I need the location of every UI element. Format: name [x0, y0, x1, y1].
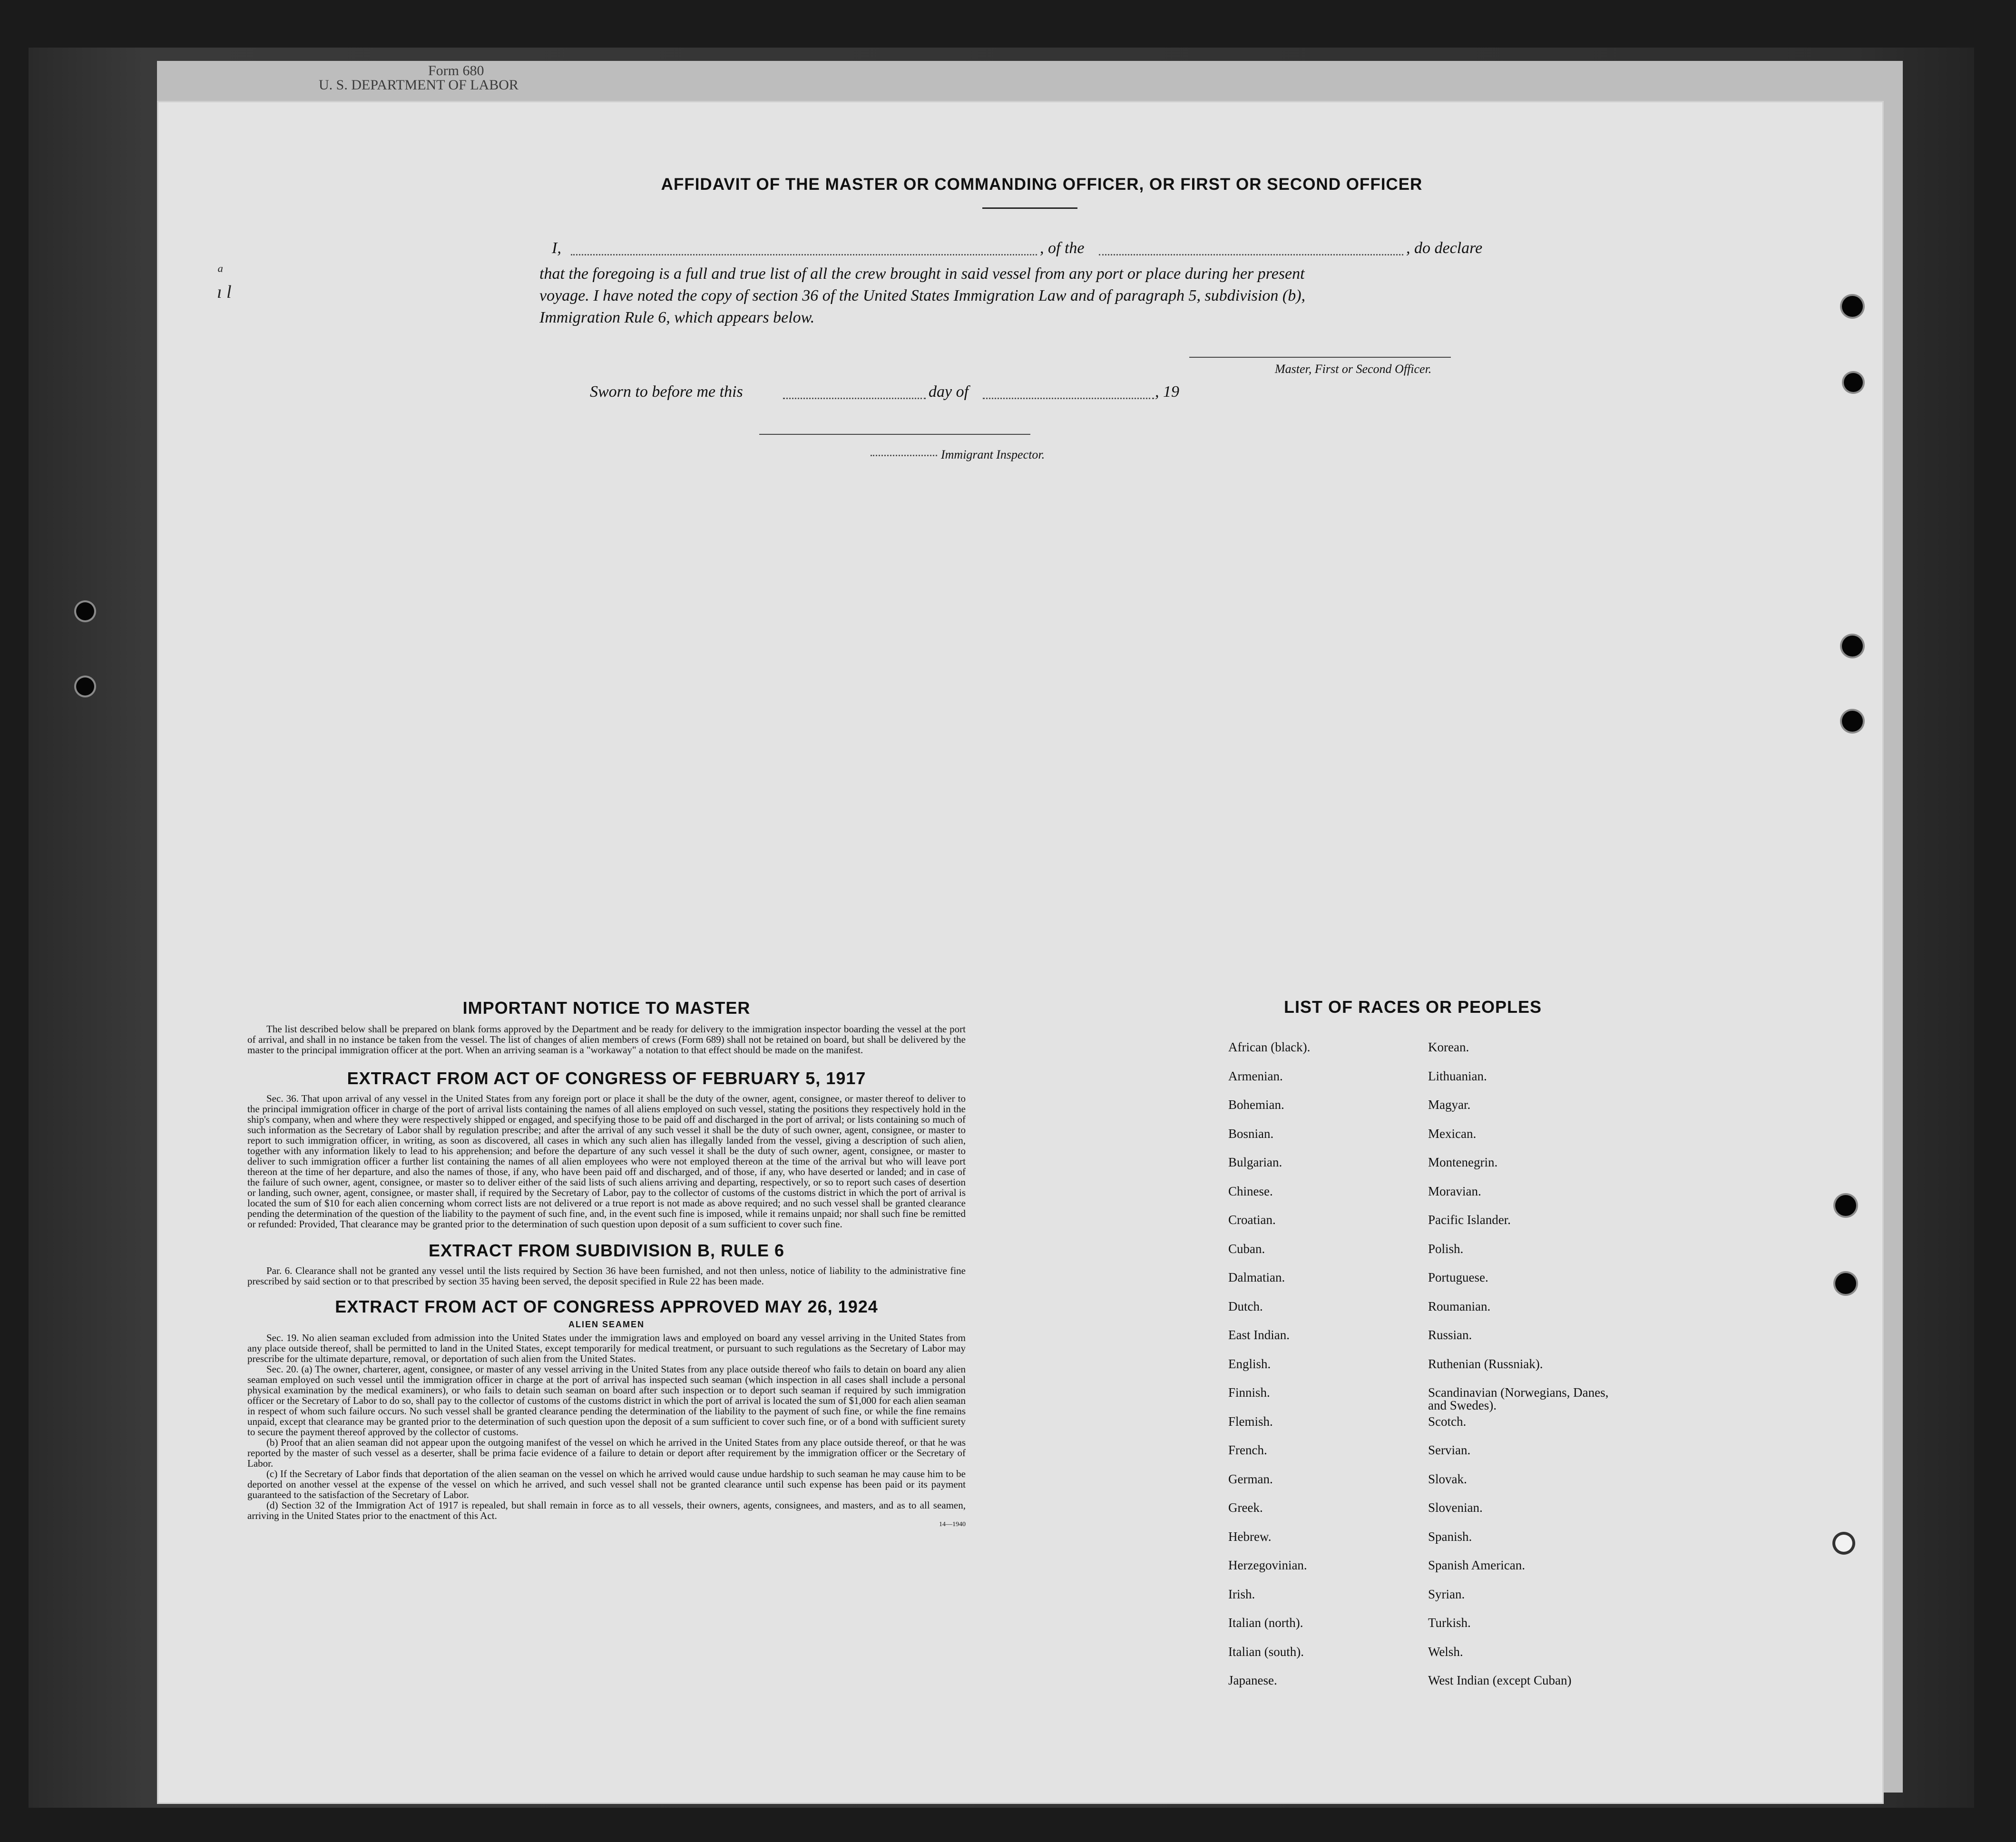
notice-body: The list described below shall be prepared on blank forms approved by the Department and be ready for delivery to the immigration inspector boarding the vessel at the port of arrival, and shall in no instance be taken from the vessel. The list of changes of alien members of crews (Form 689) shall not be retained on board, but shall be delivered by the master to the principal immigration officer at the port. When an arriving seaman is a "workaway" a notation to that effect should be made on the manifest. [247, 1023, 966, 1056]
race-item: Irish. [1228, 1587, 1255, 1601]
race-item: Korean. [1428, 1040, 1469, 1054]
race-item: West Indian (except Cuban) [1428, 1673, 1572, 1687]
affidavit-title: AFFIDAVIT OF THE MASTER OR COMMANDING OFFICER, OR FIRST OR SECOND OFFICER [661, 175, 1423, 194]
binder-hole-icon [1842, 296, 1863, 317]
race-item: Bulgarian. [1228, 1155, 1282, 1169]
alien-seamen-subtitle: ALIEN SEAMEN [568, 1320, 645, 1329]
affidavit-pronoun: I, [552, 239, 561, 257]
binder-hole-icon [76, 677, 94, 696]
race-item: Flemish. [1228, 1414, 1273, 1429]
inspector-dotted-line [871, 455, 937, 456]
extract-1924-sec20a: Sec. 20. (a) The owner, charterer, agent, consignee, or master of any vessel arriving in the United States from any place outside thereof who fails to detain on board any alien seaman employed on such vessel until the immigration officer in charge at the port of arrival has inspected such seaman (which inspection in all cases shall include a personal physical examination by the medical examiners), or who fails to detain such seaman on board after such inspection or to deport such seaman if required by such immigration officer or the Secretary of Labor to do so, shall pay to the collector of customs of the customs district in which the port of arrival is located the sum of $1,000 for each alien seaman in respect of whom such failure occurs. No such vessel shall be granted clearance pending the determination of the liability to the payment of such fine, or while the fine remains unpaid, except that clearance may be granted prior to the determination of such question upon the deposit of a sum sufficient to cover such fine, or of a bond with sufficient surety to secure the payment thereof approved by the collector of customs. [247, 1363, 966, 1438]
extract-1924-sec20b: (b) Proof that an alien seaman did not appear upon the outgoing manifest of the vessel on which he arrived in the United States from any place outside thereof, or that he was reported by the master of such vessel as a deserter, shall be prima facie evidence of a failure to detain or deport after requirement by the immigration officer or the Secretary of Labor. [247, 1437, 966, 1469]
race-item: Pacific Islander. [1428, 1213, 1511, 1227]
race-item: Finnish. [1228, 1385, 1270, 1400]
race-item: Turkish. [1428, 1616, 1471, 1630]
name-blank-field[interactable] [571, 254, 1037, 255]
race-item: Syrian. [1428, 1587, 1465, 1601]
race-item: Herzegovinian. [1228, 1558, 1307, 1572]
race-item: Servian. [1428, 1443, 1471, 1457]
extract-1917-body: Sec. 36. That upon arrival of any vessel in the United States from any foreign port or place it shall be the duty of the owner, agent, consignee, or master thereof to deliver to the principal immigration officer in charge of the port of arrival lists containing the names of all aliens employed on such vessel, stating the positions they respectively hold in the ship's company, when and where they were respectively shipped or engaged, and specifying those to be paid off and discharged in the port of arrival; or lists containing so much of such information as the Secretary of Labor shall by regulation prescribe; and after the arrival of any such vessel it shall be the duty of such owner, agent, consignee, or master to report to such immigration officer, in writing, as soon as discovered, all cases in which any such alien has illegally landed from the vessel, giving a description of such alien, together with any information likely to lead to his apprehension; and before the departure of any such vessel it shall be the duty of such owner, agent, consignee, or master to deliver to such immigration officer a further list containing the names of all alien employees who were not employed thereon at the time of the arrival but who will leave port thereon at the time of her departure, and also the names of those, if any, who have been paid off and discharged, and of those, if any, who have deserted or landed; and in case of the failure of such owner, agent, consignee, or master so to deliver either of the said lists of such aliens arriving and departing, respectively, or so to report such cases of desertion or landing, such owner, agent, consignee, or master shall, if required by the Secretary of Labor, pay to the collector of customs of the customs district in which the port of arrival is located the sum of $10 for each alien concerning whom correct lists are not delivered or a true report is not made as above required; and no such vessel shall be granted clearance pending the determination of the question of the liability to the payment of such fine, and, in the event such fine is imposed, while it remains unpaid; nor shall such fine be remitted or refunded: Provided, That clearance may be granted prior to the determination of such question upon deposit of a sum sufficient to cover such fine. [247, 1093, 966, 1230]
vessel-blank-field[interactable] [1099, 254, 1403, 255]
sworn-year: , 19 [1155, 383, 1179, 401]
race-item: Spanish American. [1428, 1558, 1525, 1572]
binder-hole-icon [1835, 1273, 1856, 1294]
notice-column [247, 998, 966, 1528]
race-item: Hebrew. [1228, 1529, 1272, 1544]
extract-1924-title: EXTRACT FROM ACT OF CONGRESS APPROVED MAY 26, 1924 [335, 1297, 878, 1316]
binder-hole-icon [1835, 1195, 1856, 1216]
affidavit-line-2: that the foregoing is a full and true list of all the crew brought in said vessel from any port or place during her present [539, 265, 1305, 283]
race-item: Magyar. [1428, 1097, 1471, 1112]
signature-label: Master, First or Second Officer. [1275, 362, 1432, 376]
extract-rule6-body: Par. 6. Clearance shall not be granted any vessel until the lists required by Section 36 have been furnished, and not then unless, notice of liability to the administrative fine prescribed by said section or to that prescribed by section 35 having been served, the deposit specified in Rule 22 has been made. [247, 1265, 966, 1287]
race-item: Chinese. [1228, 1184, 1273, 1198]
race-item: French. [1228, 1443, 1267, 1457]
race-item: Cuban. [1228, 1241, 1265, 1256]
affidavit-line-4: Immigration Rule 6, which appears below. [539, 309, 815, 326]
race-item: African (black). [1228, 1040, 1311, 1054]
race-item: Slovak. [1428, 1471, 1467, 1486]
extract-1924-sec20d: (d) Section 32 of the Immigration Act of 1917 is repealed, but shall remain in force as to all vessels, their owners, agents, consignees, and masters, and as to all seamen, arriving in the United States prior to the enactment of this Act. [247, 1499, 966, 1521]
race-item: Armenian. [1228, 1068, 1283, 1083]
race-item: Scandinavian (Norwegians, Danes, and Swedes). [1428, 1385, 1609, 1412]
race-item: Welsh. [1428, 1644, 1463, 1659]
race-item: Bosnian. [1228, 1126, 1274, 1141]
race-item: Lithuanian. [1428, 1068, 1487, 1083]
title-rule [982, 207, 1077, 209]
race-item: Polish. [1428, 1241, 1464, 1256]
race-item: Bohemian. [1228, 1097, 1284, 1112]
day-blank-field[interactable] [783, 398, 926, 399]
race-item: Spanish. [1428, 1529, 1472, 1544]
race-item: Croatian. [1228, 1213, 1276, 1227]
race-item: Dalmatian. [1228, 1270, 1285, 1284]
extract-1924-sec20c: (c) If the Secretary of Labor finds that deportation of the alien seaman on the vessel on which he arrived would cause undue hardship to such seaman he may cause him to be deported on another vessel at the expense of the vessel on which he arrived, and such vessel shall not be granted clearance until such expense has been paid or its payment guaranteed to the satisfaction of the Secretary of Labor. [247, 1468, 966, 1500]
race-item: Scotch. [1428, 1414, 1467, 1429]
month-blank-field[interactable] [983, 398, 1154, 399]
race-item: Ruthenian (Russniak). [1428, 1356, 1543, 1371]
races-title: LIST OF RACES OR PEOPLES [1283, 997, 1542, 1017]
races-left-column [1228, 1041, 1409, 1703]
race-item: Portuguese. [1428, 1270, 1488, 1284]
affidavit-do-declare: , do declare [1406, 239, 1483, 257]
extract-1924-sec19: Sec. 19. No alien seaman excluded from admission into the United States under the immigration laws and employed on board any vessel arriving in the United States from any place outside thereof, shall be permitted to land in the United States, except temporarily for medical treatment, or pursuant to such regulations as the Secretary of Labor may prescribe for the ultimate departure, removal, or deportation of such alien from the United States. [247, 1332, 966, 1364]
affidavit-of-the: , of the [1040, 239, 1085, 257]
race-item: Mexican. [1428, 1126, 1477, 1141]
race-item: Italian (south). [1228, 1644, 1304, 1659]
race-item: Greek. [1228, 1500, 1263, 1515]
sworn-prefix: Sworn to before me this [590, 383, 743, 401]
binder-hole-icon [1842, 636, 1863, 656]
binder-hole-icon [1844, 373, 1863, 392]
race-item: Montenegrin. [1428, 1155, 1498, 1169]
inspector-signature-line[interactable] [759, 434, 1030, 435]
binder-hole-icon [1842, 711, 1863, 732]
race-item: Italian (north). [1228, 1616, 1303, 1630]
race-item: Slovenian. [1428, 1500, 1483, 1515]
extract-rule6-title: EXTRACT FROM SUBDIVISION B, RULE 6 [428, 1241, 785, 1260]
handwritten-mark: ᵃ ı l [217, 261, 232, 302]
race-item: German. [1228, 1471, 1273, 1486]
extract-1917-title: EXTRACT FROM ACT OF CONGRESS OF FEBRUARY 5, 1917 [347, 1068, 866, 1088]
race-item: Roumanian. [1428, 1299, 1491, 1313]
notice-title: IMPORTANT NOTICE TO MASTER [462, 998, 751, 1018]
sworn-day-of: day of [929, 383, 969, 401]
race-item: Russian. [1428, 1328, 1472, 1342]
form-code: 14—1940 [939, 1521, 966, 1528]
race-item: Japanese. [1228, 1673, 1277, 1687]
race-item: Moravian. [1428, 1184, 1481, 1198]
inspector-label: Immigrant Inspector. [941, 448, 1045, 461]
affidavit-line-3: voyage. I have noted the copy of section 36 of the United States Immigration Law and of paragraph 5, subdivision (b), [539, 287, 1306, 304]
form-number: Form 680 U. S. DEPARTMENT OF LABOR [319, 63, 519, 93]
race-item: Dutch. [1228, 1299, 1263, 1313]
races-right-column [1428, 1041, 1637, 1703]
race-item: English. [1228, 1356, 1271, 1371]
race-item: East Indian. [1228, 1328, 1290, 1342]
binder-hole-icon [1835, 1535, 1852, 1552]
binder-hole-icon [76, 602, 94, 620]
